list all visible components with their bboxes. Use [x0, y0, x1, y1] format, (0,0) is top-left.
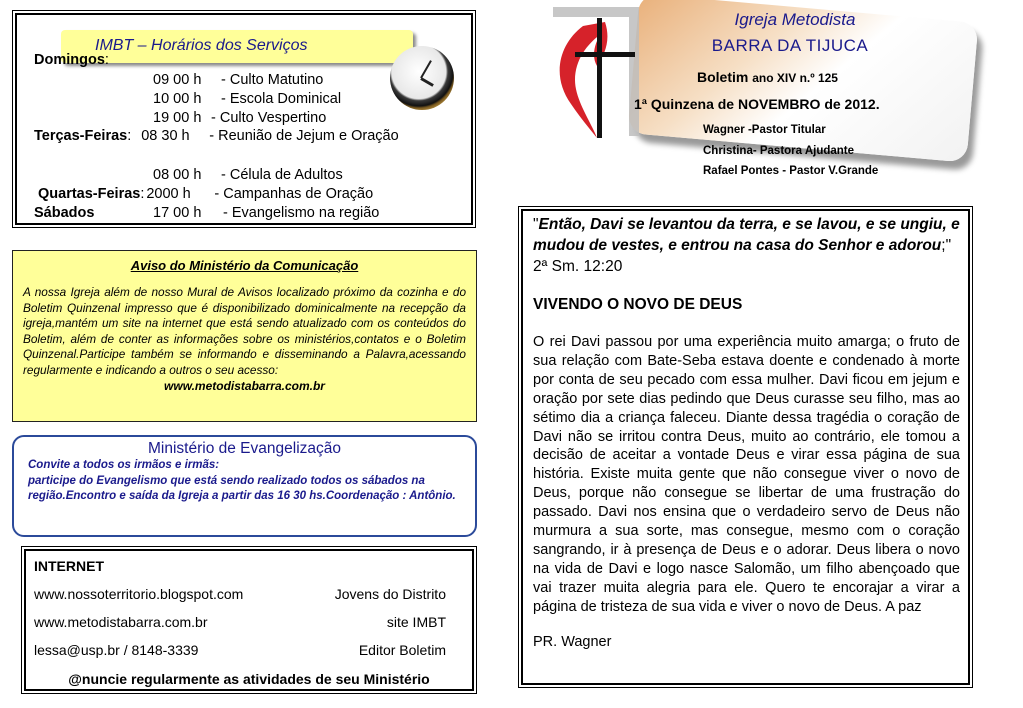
verse-reference: 2ª Sm. 12:20: [533, 258, 623, 275]
service-time: 08 30 h: [141, 128, 190, 144]
evangelism-details: participe do Evangelismo que está sendo realizado todos os sábados na região.Encontro e saída da Igreja a partir das 16 30 hs.Coordenação : Antônio.: [28, 474, 456, 502]
internet-title: INTERNET: [34, 558, 104, 574]
services-inner-frame: [15, 13, 473, 225]
service-time: 09 00 h: [153, 72, 202, 88]
service-row: [153, 72, 323, 89]
devotional-box: [518, 206, 973, 688]
internet-inner-frame: [24, 549, 474, 691]
communication-notice: [12, 250, 477, 422]
bulletin-date: 1ª Quinzena de NOVEMBRO de 2012.: [634, 96, 880, 112]
devotional-heading: VIVENDO O NOVO DE DEUS: [533, 296, 743, 313]
service-time: 2000 h: [146, 186, 191, 202]
church-name: Igreja Metodista: [734, 10, 856, 29]
services-title: [61, 30, 413, 63]
service-day: Domingos: [34, 52, 105, 68]
service-row-tercas: [34, 128, 399, 145]
internet-row: [34, 642, 446, 658]
internet-link[interactable]: www.nossoterritorio.blogspot.com: [34, 586, 244, 602]
service-name: - Campanhas de Oração: [214, 186, 374, 202]
internet-label: site IMBT: [386, 614, 446, 630]
devotional-body: O rei Davi passou por uma experiência muito amarga; o fruto de sua relação com Bate-Seba estava doente e condenado à morte por conta de seu pecado com essa mulher. Davi ficou em jejum e oração por sete dias pedindo que Deus curasse seu filho, mas ao sétimo dia a criança faleceu. Diante dessa tragédia o coração de Davi não se irritou contra Deus, muito ao contrário, ele tomou a decisão de aceitar a vontade Deus e virar essa página de sua história. Existe muita gente que não consegue viver o novo de Deus, porque não consegue se libertar de uma frustração do passado. Davi nos ensina que o verdadeiro servo de Deus não murmura a sua sorte, mas consegue, mesmo com o coração sangrando, ir à presença de Deus e o adorar. Deus libera o novo na vida de Davi e logo nasce Salomão, um filho abençoado que vai trazer muita alegria para ele. Quero te encorajar a virar a página de tristeza de sua vida e viver o novo de Deus. A paz: [533, 334, 960, 615]
service-separator: :: [104, 52, 109, 68]
pastor-line: Christina- Pastora Ajudante: [703, 145, 855, 157]
internet-label: Jovens do Distrito: [334, 586, 446, 602]
verse-text: Então, Davi se levantou da terra, e se lavou, e se ungiu, e mudou de vestes, e entrou na casa do Senhor e adorou: [533, 216, 960, 254]
internet-box: [21, 546, 477, 694]
service-name: - Culto Vespertino: [211, 110, 327, 126]
service-time: 19 00 h: [153, 110, 202, 126]
evangelism-invite: Convite a todos os irmãos e irmãs:: [28, 459, 220, 471]
internet-row: [34, 614, 446, 630]
internet-contact[interactable]: lessa@usp.br / 8148-3339: [34, 642, 199, 658]
internet-label: Editor Boletim: [358, 642, 446, 658]
service-name: - Escola Dominical: [221, 91, 342, 107]
cross-and-flame-icon: [545, 4, 645, 139]
services-box: [12, 10, 476, 228]
service-day: Sábados: [34, 205, 95, 221]
services-title-text: IMBT – Horários dos Serviços: [95, 37, 308, 54]
verse-close-quote: ;": [941, 237, 952, 254]
devotional-signature: PR. Wagner: [533, 633, 612, 650]
service-separator: :: [140, 186, 145, 202]
internet-row: [34, 586, 446, 602]
service-name: - Célula de Adultos: [221, 167, 343, 183]
service-row-quartas: [38, 186, 373, 203]
service-row: [153, 167, 343, 184]
service-day: Terças-Feiras: [34, 128, 128, 144]
bulletin-edition: [697, 69, 838, 85]
service-time: 17 00 h: [153, 205, 202, 221]
internet-link[interactable]: www.metodistabarra.com.br: [34, 614, 208, 630]
evangelism-title: Ministério de Evangelização: [148, 440, 341, 457]
communication-title: Aviso do Ministério da Comunicação: [130, 258, 359, 273]
wall-clock-icon: [390, 46, 454, 110]
service-time: 08 00 h: [153, 167, 202, 183]
bulletin-number: ano XIV n.º 125: [752, 71, 838, 85]
service-row: [153, 110, 326, 127]
verse-open-quote: ": [533, 216, 539, 233]
service-row: [153, 91, 341, 108]
clock-hand: [420, 60, 432, 78]
devotional-inner-frame: [521, 209, 970, 685]
communication-text: A nossa Igreja além de nosso Mural de Avisos localizado próximo da cozinha e do Boletim Quinzenal impresso que é disponibilizado dominicalmente na recepção da igreja,mantém um site na internet que está sendo atualizado com os conteúdos do Boletim, além de conter as informações sobre os ministérios,contatos e o Boletim Quinzenal.Participe também se informando e disseminando a Palavra,acessando regularmente e indicando a outros o seu acesso:: [23, 285, 466, 377]
service-name: - Culto Matutino: [221, 72, 324, 88]
service-row-sabados: [34, 205, 379, 222]
service-separator: :: [127, 128, 132, 144]
bulletin-label: Boletim: [697, 69, 749, 85]
devotional-verse: [533, 214, 960, 277]
church-place: BARRA DA TIJUCA: [711, 36, 869, 55]
pastor-line: Wagner -Pastor Titular: [703, 124, 826, 136]
communication-site-link[interactable]: www.metodistabarra.com.br: [164, 378, 325, 393]
clock-hand: [420, 77, 434, 87]
internet-footer: @nuncie regularmente as atividades de seu Ministério: [68, 671, 430, 687]
evangelism-box: [12, 435, 477, 537]
service-name: - Evangelismo na região: [223, 205, 380, 221]
service-row-domingos: [34, 52, 109, 69]
service-time: 10 00 h: [153, 91, 202, 107]
pastor-line: Rafael Pontes - Pastor V.Grande: [703, 165, 879, 177]
service-day: Quartas-Feiras: [38, 186, 141, 202]
service-name: - Reunião de Jejum e Oração: [209, 128, 399, 144]
